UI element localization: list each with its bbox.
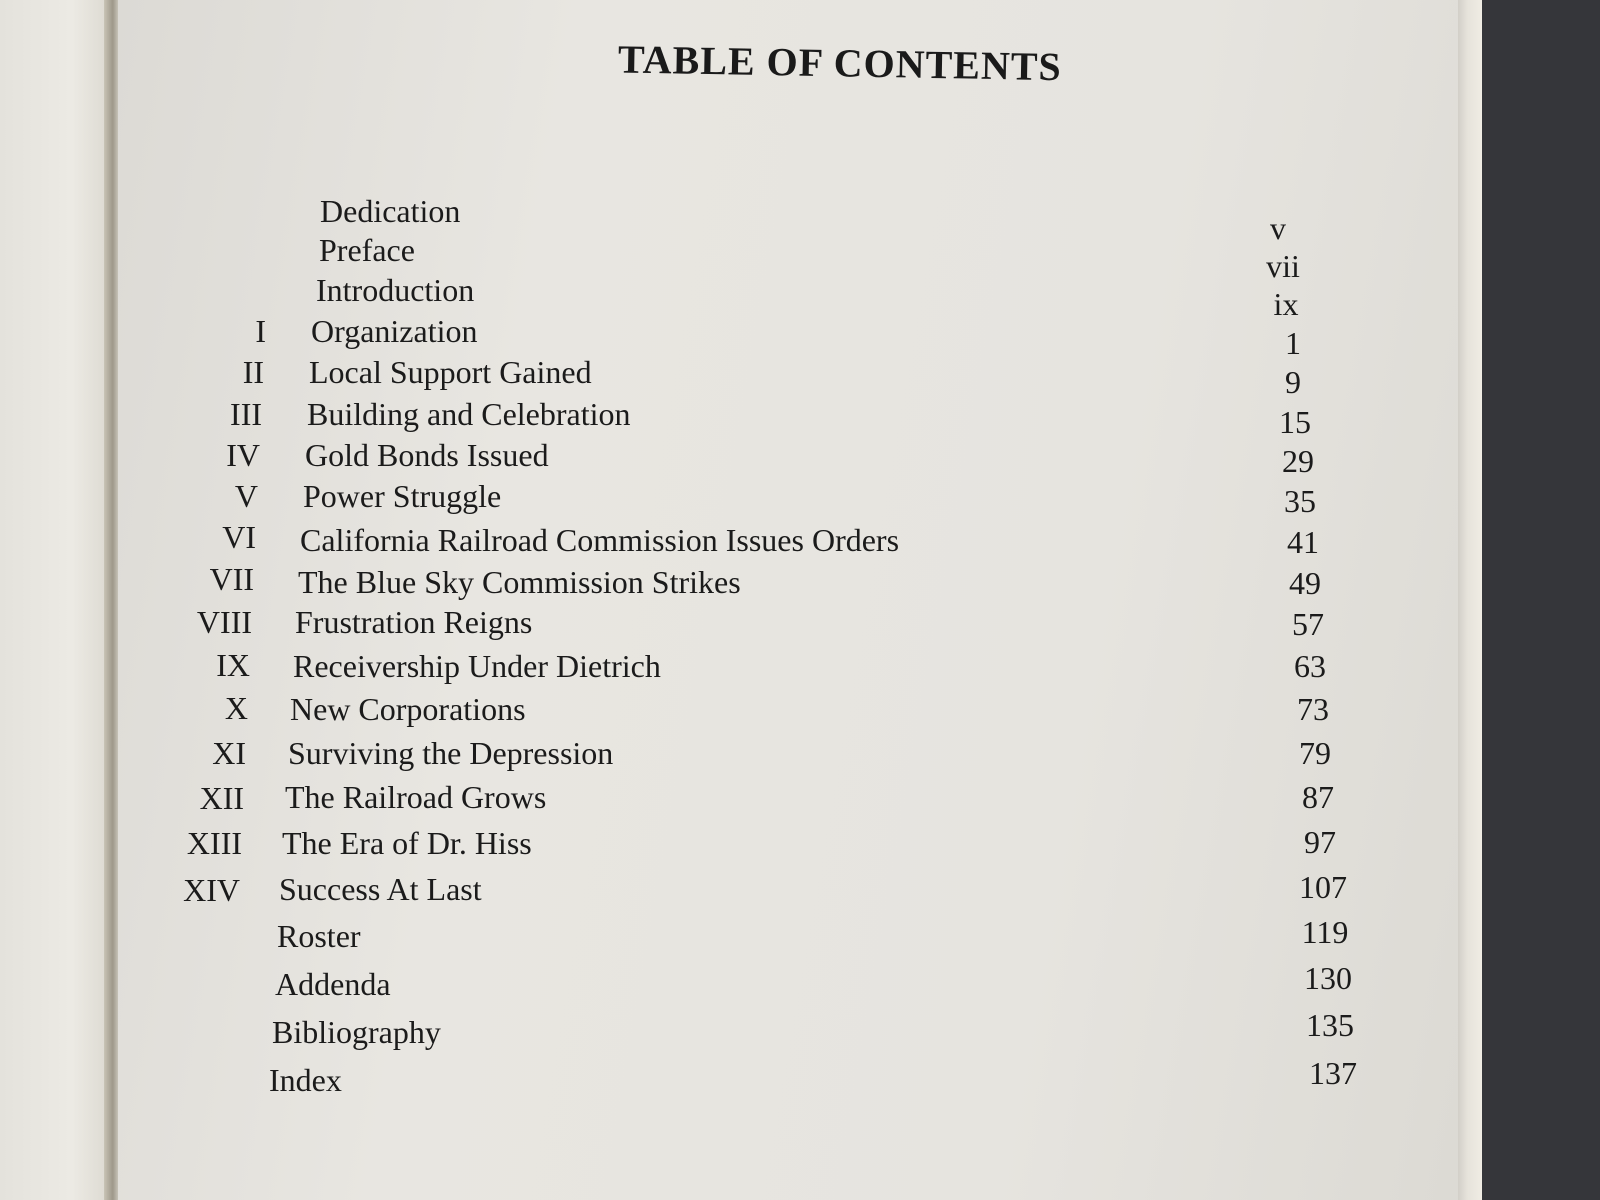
toc-page: 49 xyxy=(1289,565,1321,601)
toc-numeral: IV xyxy=(226,437,260,473)
toc-page: 137 xyxy=(1309,1055,1357,1091)
toc-title: Bibliography xyxy=(272,1014,441,1050)
toc-numeral: VII xyxy=(209,561,254,597)
toc-numeral: VIII xyxy=(196,604,252,640)
toc-page: 57 xyxy=(1292,606,1324,642)
toc-page: vii xyxy=(1266,248,1300,284)
toc-title: The Railroad Grows xyxy=(285,779,547,815)
toc-numeral: XIII xyxy=(186,825,242,861)
toc-page: 135 xyxy=(1306,1007,1354,1043)
toc-title: Building and Celebration xyxy=(307,396,631,432)
toc-numeral: III xyxy=(230,396,262,432)
toc-numeral: XII xyxy=(199,780,244,816)
toc-title: The Era of Dr. Hiss xyxy=(282,825,532,861)
toc-title: New Corporations xyxy=(290,691,526,727)
toc-numeral: IX xyxy=(216,647,250,683)
toc-title: California Railroad Commission Issues Orders xyxy=(300,522,900,558)
toc-numeral: VI xyxy=(222,519,256,555)
toc-title: Preface xyxy=(319,232,415,268)
toc-title: Frustration Reigns xyxy=(295,604,533,640)
toc-page: 1 xyxy=(1285,325,1301,361)
toc-numeral: II xyxy=(242,354,264,390)
book-page xyxy=(118,0,1458,1200)
toc-title: Roster xyxy=(277,918,361,954)
page-title: TABLE OF CONTENTS xyxy=(617,36,1063,90)
toc-page: 87 xyxy=(1302,779,1334,815)
toc-numeral: XIV xyxy=(183,872,240,908)
book-cover-edge xyxy=(1482,0,1600,1200)
toc-page: 35 xyxy=(1284,483,1316,519)
toc-title: Surviving the Depression xyxy=(288,735,614,771)
toc-title: The Blue Sky Commission Strikes xyxy=(298,564,741,600)
toc-page: 41 xyxy=(1287,524,1319,560)
toc-title: Organization xyxy=(311,313,478,349)
toc-title: Introduction xyxy=(316,272,475,308)
toc-page: 63 xyxy=(1294,648,1326,684)
toc-numeral: XI xyxy=(212,735,246,771)
toc-page: v xyxy=(1270,210,1286,246)
toc-numeral: V xyxy=(234,478,258,514)
toc-title: Success At Last xyxy=(279,871,482,907)
toc-page: 79 xyxy=(1299,735,1331,771)
toc-title: Power Struggle xyxy=(303,478,502,514)
toc-list xyxy=(118,0,1458,1200)
toc-title: Local Support Gained xyxy=(309,354,592,390)
toc-page: 29 xyxy=(1282,443,1314,479)
toc-page: 107 xyxy=(1299,869,1347,905)
toc-numeral: X xyxy=(224,690,248,726)
toc-page: 119 xyxy=(1301,914,1349,950)
toc-title: Receivership Under Dietrich xyxy=(293,648,661,684)
page-edge xyxy=(1458,0,1482,1200)
toc-page: 15 xyxy=(1279,404,1311,440)
toc-page: ix xyxy=(1273,286,1299,322)
toc-title: Dedication xyxy=(320,193,461,229)
left-page xyxy=(0,0,120,1200)
toc-title: Index xyxy=(269,1062,342,1098)
toc-title: Gold Bonds Issued xyxy=(305,437,549,473)
toc-page: 73 xyxy=(1297,691,1329,727)
toc-title: Addenda xyxy=(275,966,391,1002)
toc-numeral: I xyxy=(255,313,266,349)
toc-page: 9 xyxy=(1285,364,1301,400)
toc-page: 130 xyxy=(1304,960,1352,996)
toc-page: 97 xyxy=(1304,824,1336,860)
